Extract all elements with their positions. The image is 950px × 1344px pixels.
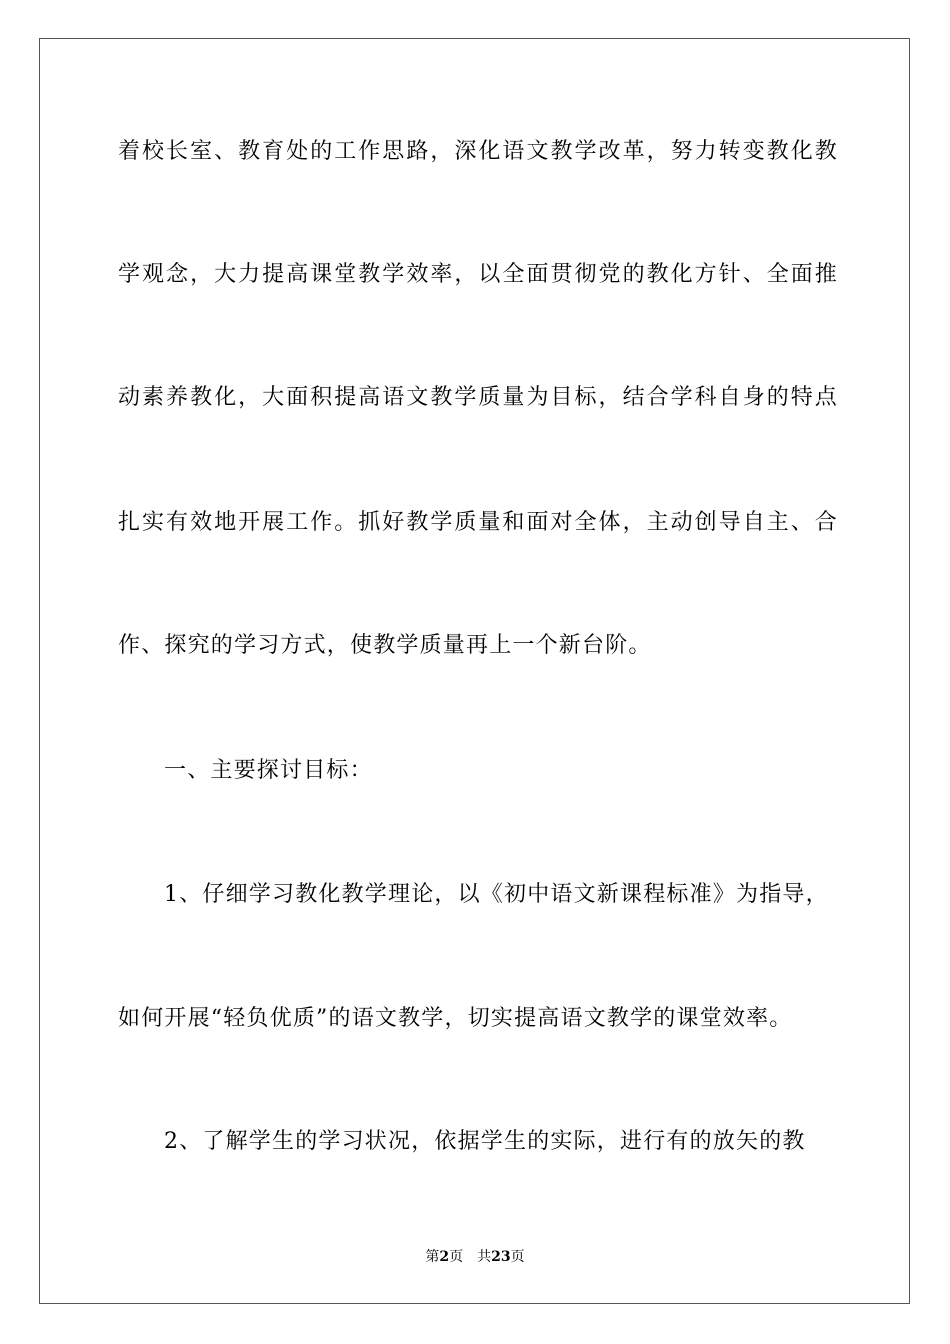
page-prefix: 第	[425, 1249, 440, 1265]
paragraph-line-5: 作、探究的学习方式，使教学质量再上一个新台阶。	[118, 633, 652, 658]
page-border	[39, 38, 910, 1304]
total-pages: 23	[491, 1249, 511, 1265]
total-suffix: 页	[510, 1249, 525, 1265]
paragraph-line-1: 着校长室、教育处的工作思路，深化语文教学改革，努力转变教化教	[118, 139, 838, 164]
paragraph-line-3: 动素养教化，大面积提高语文教学质量为目标，结合学科自身的特点	[118, 385, 838, 410]
section-heading: 一、主要探讨目标：	[164, 758, 373, 783]
page-footer	[0, 1248, 950, 1266]
list-item-2-line-1: 2、了解学生的学习状况，依据学生的实际，进行有的放矢的教	[164, 1129, 806, 1154]
page-number: 2	[439, 1249, 450, 1265]
paragraph-line-2: 学观念，大力提高课堂教学效率，以全面贯彻党的教化方针、全面推	[118, 262, 838, 287]
list-item-1-line-2: 如何开展“轻负优质”的语文教学，切实提高语文教学的课堂效率。	[118, 1006, 793, 1031]
list-item-1-line-1: 1、仔细学习教化教学理论，以《初中语文新课程标准》为指导，	[164, 882, 829, 907]
page-suffix: 页	[449, 1249, 464, 1265]
paragraph-line-4: 扎实有效地开展工作。抓好教学质量和面对全体，主动创导自主、合	[118, 510, 838, 535]
total-prefix: 共	[477, 1249, 492, 1265]
